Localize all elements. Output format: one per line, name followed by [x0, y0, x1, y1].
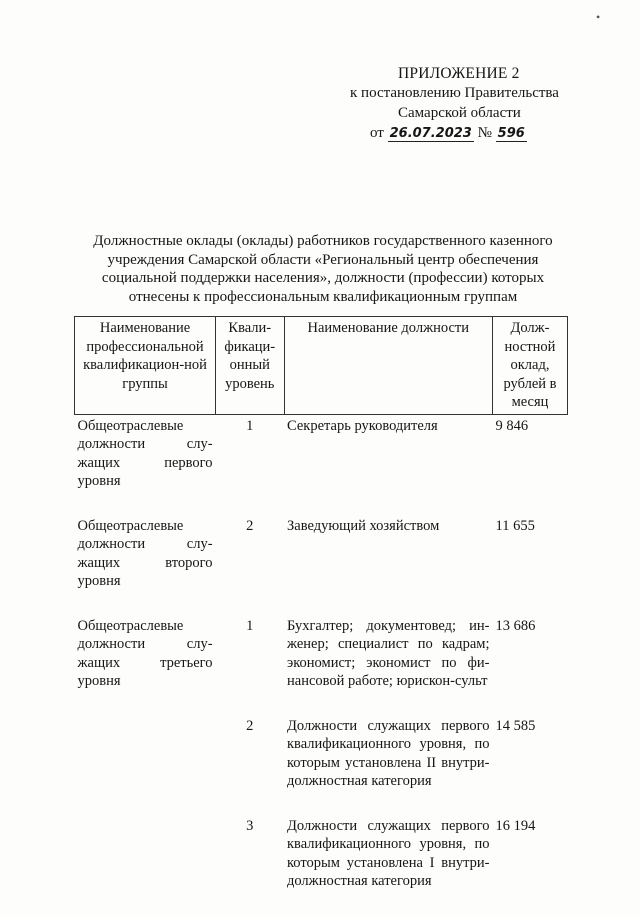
cell-salary: 11 655 [495, 517, 535, 534]
cell-level: 2 [246, 717, 254, 734]
table-row [75, 617, 568, 717]
cell-level: 2 [246, 517, 254, 534]
header-salary: Долж-ностной оклад, рублей в месяц [493, 317, 568, 415]
header-level: Квали-фикаци-онный уровень [216, 317, 284, 415]
cell-level: 1 [246, 617, 254, 634]
header-position: Наименование должности [284, 317, 493, 415]
cell-salary: 14 585 [495, 717, 536, 734]
cell-level: 1 [246, 417, 254, 434]
handwritten-date: 26.07.2023 [389, 126, 472, 141]
cell-salary: 13 686 [495, 617, 536, 634]
cell-position: Заведующий хозяйством [287, 517, 440, 534]
handwritten-number: 596 [497, 126, 525, 141]
cell-level: 3 [246, 817, 254, 834]
table-header-row [75, 317, 568, 415]
appendix-title: ПРИЛОЖЕНИЕ 2 [398, 65, 520, 82]
table-row [75, 817, 568, 917]
appendix-region-line: Самарской области [398, 105, 521, 121]
cell-salary: 16 194 [495, 817, 536, 834]
cell-group [75, 817, 216, 917]
cell-group: Общеотраслевые должности слу-жащих третьего уровня [77, 617, 213, 689]
cell-group: Общеотраслевые должности слу-жащих первого уровня [77, 417, 213, 489]
corner-mark: • [596, 10, 601, 24]
table-row [75, 414, 568, 517]
appendix-date-number-line [370, 124, 527, 143]
cell-salary: 9 846 [495, 417, 529, 434]
cell-group [75, 717, 216, 817]
cell-position: Должности служащих первого квалификационного уровня, по которым установлена I внутри-должностная категория [287, 817, 490, 889]
cell-position: Секретарь руководителя [287, 417, 438, 434]
header-group: Наименование профессиональной квалификацион-ной группы [75, 317, 216, 415]
salary-table [74, 316, 568, 917]
number-label: № [477, 125, 492, 141]
table-row [75, 717, 568, 817]
cell-group: Общеотраслевые должности слу-жащих второго уровня [77, 517, 213, 589]
table-row [75, 517, 568, 617]
document-heading: Должностные оклады (оклады) работников государственного казенного учреждения Самарской области «Региональный центр обеспечения социальной поддержки населения», должности (профессии) которых отнесены к профессиональным квалификационным группам [93, 233, 553, 305]
cell-position: Должности служащих первого квалификационного уровня, по которым установлена II внутри-должностная категория [287, 717, 490, 789]
appendix-decree-line: к постановлению Правительства [350, 85, 559, 101]
cell-position: Бухгалтер; документовед; ин-женер; специалист по кадрам; экономист; экономист по фи-нансовой работе; юрискон-сульт [287, 617, 490, 689]
from-label: от [370, 125, 384, 141]
